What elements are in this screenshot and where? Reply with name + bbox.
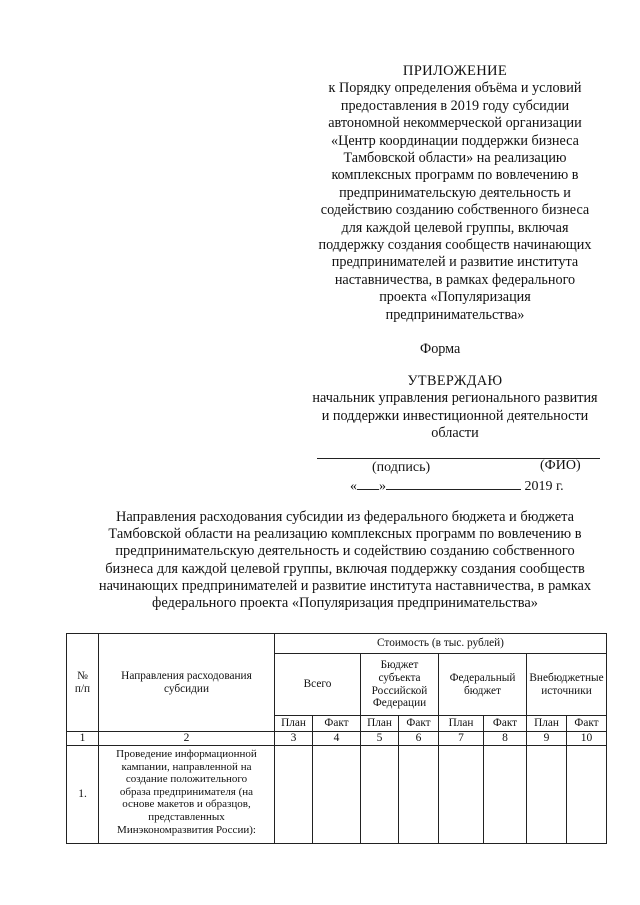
fact-header: Факт [484, 716, 527, 732]
column-number: 5 [361, 732, 399, 746]
data-cell [439, 746, 484, 844]
data-cell [484, 746, 527, 844]
appendix-heading: ПРИЛОЖЕНИЕ [402, 63, 508, 79]
title-line: бизнеса для каждой целевой группы, включая поддержку создания сообществ [105, 560, 585, 577]
fio-label: (ФИО) [540, 458, 581, 473]
column-number: 2 [99, 732, 275, 746]
appendix-line: «Центр координации поддержки бизнеса [331, 132, 579, 149]
data-cell [527, 746, 567, 844]
appendix-line: Тамбовской области» на реализацию [343, 150, 567, 167]
cost-header: Стоимость (в тыс. рублей) [275, 634, 607, 654]
column-number-row [67, 732, 607, 746]
fact-header: Факт [399, 716, 439, 732]
title-line: предпринимательскую деятельность и содействию созданию собственного [115, 543, 575, 560]
row-description-line: Минэкономразвития России): [117, 823, 256, 836]
group-header-line: Всего [303, 678, 332, 691]
signature-label: (подпись) [372, 460, 431, 475]
column-number: 7 [439, 732, 484, 746]
appendix-line: предпринимательства» [385, 306, 525, 323]
col-num-header-line: п/п [74, 682, 91, 695]
column-number: 10 [567, 732, 607, 746]
group-regional-header [361, 654, 439, 716]
appendix-line: предоставления в 2019 году субсидии [340, 97, 570, 114]
col-direction-header-line: субсидии [163, 682, 209, 695]
title-line: федерального проекта «Популяризация предпринимательства» [152, 595, 538, 612]
approval-line: области [431, 425, 479, 442]
appendix-line: комплексных программ по вовлечению в [331, 167, 579, 184]
expenditure-table [66, 633, 607, 844]
col-num-header-line: № [77, 669, 88, 682]
row-description [99, 746, 275, 844]
date-quote-close: » [379, 479, 386, 494]
group-header-line: субъекта [378, 671, 421, 684]
group-extrabudget-header [527, 654, 607, 716]
plan-header: План [275, 716, 313, 732]
group-federal-header [439, 654, 527, 716]
group-header-line: бюджет [464, 684, 501, 697]
col-direction-header-line: Направления расходования [121, 669, 252, 682]
group-header-line: Российской [371, 684, 428, 697]
form-label: Форма [420, 341, 461, 357]
plan-header: План [361, 716, 399, 732]
appendix-line: наставничества, в рамках федерального [334, 271, 576, 288]
row-description-line: кампании, направленной на [121, 760, 252, 773]
col-direction-header [99, 634, 275, 732]
group-header-line: Федерации [372, 697, 427, 710]
title-line: Направления расходования субсидии из федерального бюджета и бюджета [115, 509, 575, 525]
column-number: 8 [484, 732, 527, 746]
appendix-line: автономной некоммерческой организации [328, 115, 582, 132]
group-total-header [275, 654, 361, 716]
title-line: Тамбовской области на реализацию комплексных программ по вовлечению в [108, 526, 582, 543]
date-year: 2019 г. [524, 479, 564, 494]
data-cell [567, 746, 607, 844]
data-cell [399, 746, 439, 844]
appendix-line: содействию созданию собственного бизнеса [320, 202, 590, 219]
document-title [80, 509, 610, 612]
column-number: 9 [527, 732, 567, 746]
header-row-1 [67, 634, 607, 654]
data-cell [313, 746, 361, 844]
table-row [67, 746, 607, 844]
month-blank [386, 477, 521, 490]
appendix-line: для каждой целевой группы, включая [341, 219, 569, 236]
column-number: 4 [313, 732, 361, 746]
row-number: 1. [67, 746, 99, 844]
column-number: 3 [275, 732, 313, 746]
group-header-line: Бюджет [380, 659, 419, 672]
fact-header: Факт [567, 716, 607, 732]
row-description-line: образа предпринимателя (на [119, 785, 254, 798]
column-number: 6 [399, 732, 439, 746]
plan-header: План [527, 716, 567, 732]
appendix-block [300, 63, 610, 324]
group-header-line: Федеральный [449, 671, 516, 684]
date-quote-open: « [350, 479, 357, 494]
col-num-header [67, 634, 99, 732]
appendix-line: предпринимателей и развитие института [331, 254, 579, 271]
data-cell [361, 746, 399, 844]
row-description-line: представленных [148, 810, 225, 823]
row-description-line: основе макетов и образцов, [122, 798, 251, 811]
column-number: 1 [67, 732, 99, 746]
approval-line: и поддержки инвестиционной деятельности [321, 407, 589, 424]
day-blank [357, 477, 379, 490]
appendix-line: проекта «Популяризация [379, 289, 531, 306]
fact-header: Факт [313, 716, 361, 732]
group-header-line: Внебюджетные [529, 671, 604, 684]
approval-block [300, 373, 610, 443]
appendix-line: к Порядку определения объёма и условий [328, 80, 582, 97]
approval-line: начальник управления регионального развития [312, 390, 598, 407]
appendix-line: поддержку создания сообществ начинающих [318, 237, 592, 254]
plan-header: План [439, 716, 484, 732]
date-row [350, 477, 564, 495]
row-description-line: Проведение информационной [116, 748, 257, 760]
row-description-line: создание положительного [125, 773, 248, 786]
appendix-line: предпринимательскую деятельность и [339, 184, 571, 201]
group-header-line: источники [541, 684, 592, 697]
data-cell [275, 746, 313, 844]
title-line: начинающих предпринимателей и развитие института наставничества, в рамках [98, 577, 592, 594]
approval-heading: УТВЕРЖДАЮ [407, 373, 503, 389]
